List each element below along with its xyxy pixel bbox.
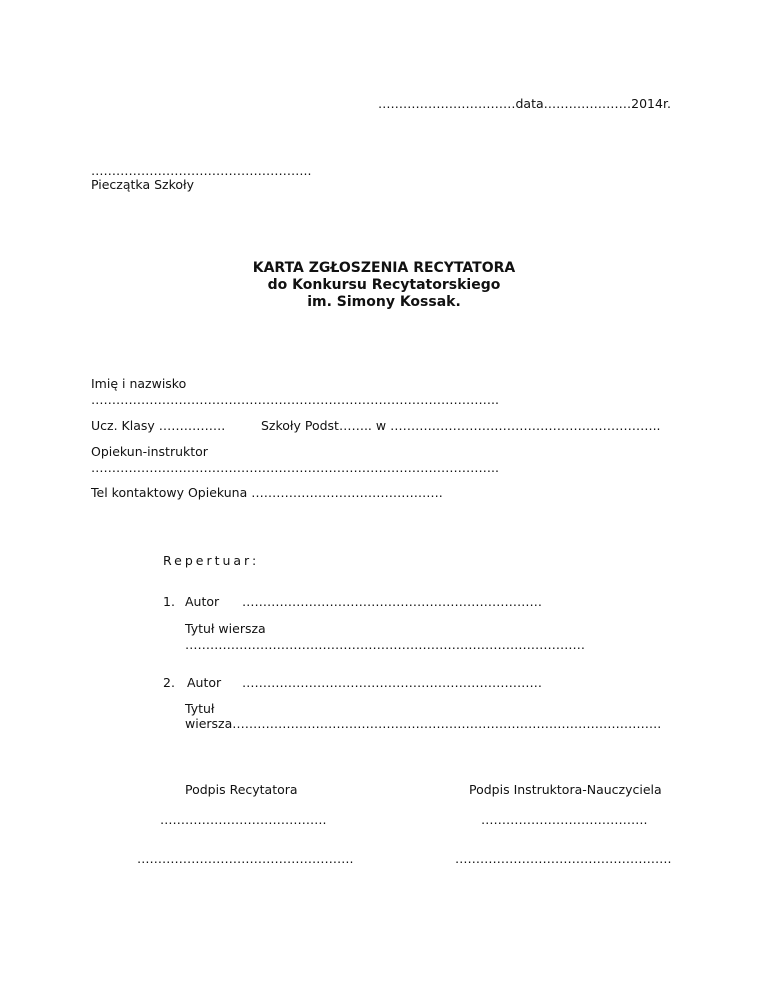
author-field: ………………………………………………………………: [242, 675, 542, 690]
poem-title-label: Tytuł wiersza: [185, 621, 266, 636]
guardian-field: ……………………………………………………………………………………..: [91, 460, 499, 475]
reciter-signature-label: Podpis Recytatora: [185, 782, 298, 797]
phone-field: Tel kontaktowy Opiekuna ……………………………………….: [91, 485, 443, 500]
bottom-left-line: …………………………………………….: [137, 851, 354, 866]
poem-title-field: wiersza………………………………………………………………………………………….: [185, 716, 662, 731]
form-patron: im. Simony Kossak.: [307, 294, 461, 310]
class-field: Ucz. Klasy …………….: [91, 418, 226, 433]
form-title: KARTA ZGŁOSZENIA RECYTATORA: [252, 260, 516, 276]
poem-title-field: ……………………………………………………………………………………: [185, 637, 585, 652]
item-number: 2.: [163, 675, 175, 690]
item-number: 1.: [163, 594, 175, 609]
guardian-label: Opiekun-instruktor: [91, 444, 208, 459]
stamp-dots: ……………………………………………..: [91, 163, 312, 178]
reciter-signature-line: ………………………………….: [160, 812, 327, 827]
name-label: Imię i nazwisko: [91, 376, 187, 391]
author-field: ………………………………………………………………: [242, 594, 542, 609]
name-field: ……………………………………………………………………………………..: [91, 392, 499, 407]
stamp-label: Pieczątka Szkoły: [91, 177, 194, 192]
author-label: Autor: [185, 594, 220, 609]
instructor-signature-line: ………………………………….: [481, 812, 648, 827]
form-subtitle: do Konkursu Recytatorskiego: [267, 277, 501, 293]
author-label: Autor: [187, 675, 222, 690]
poem-title-label: Tytuł: [185, 701, 215, 716]
instructor-signature-label: Podpis Instruktora-Nauczyciela: [469, 782, 662, 797]
date-line: ……………………………data…………………2014r.: [378, 96, 671, 111]
bottom-right-line: …………………………………………….: [455, 851, 672, 866]
repertoire-heading: Repertuar:: [163, 553, 260, 568]
school-field: Szkoły Podst…….. w ………………………………………………………..: [261, 418, 661, 433]
